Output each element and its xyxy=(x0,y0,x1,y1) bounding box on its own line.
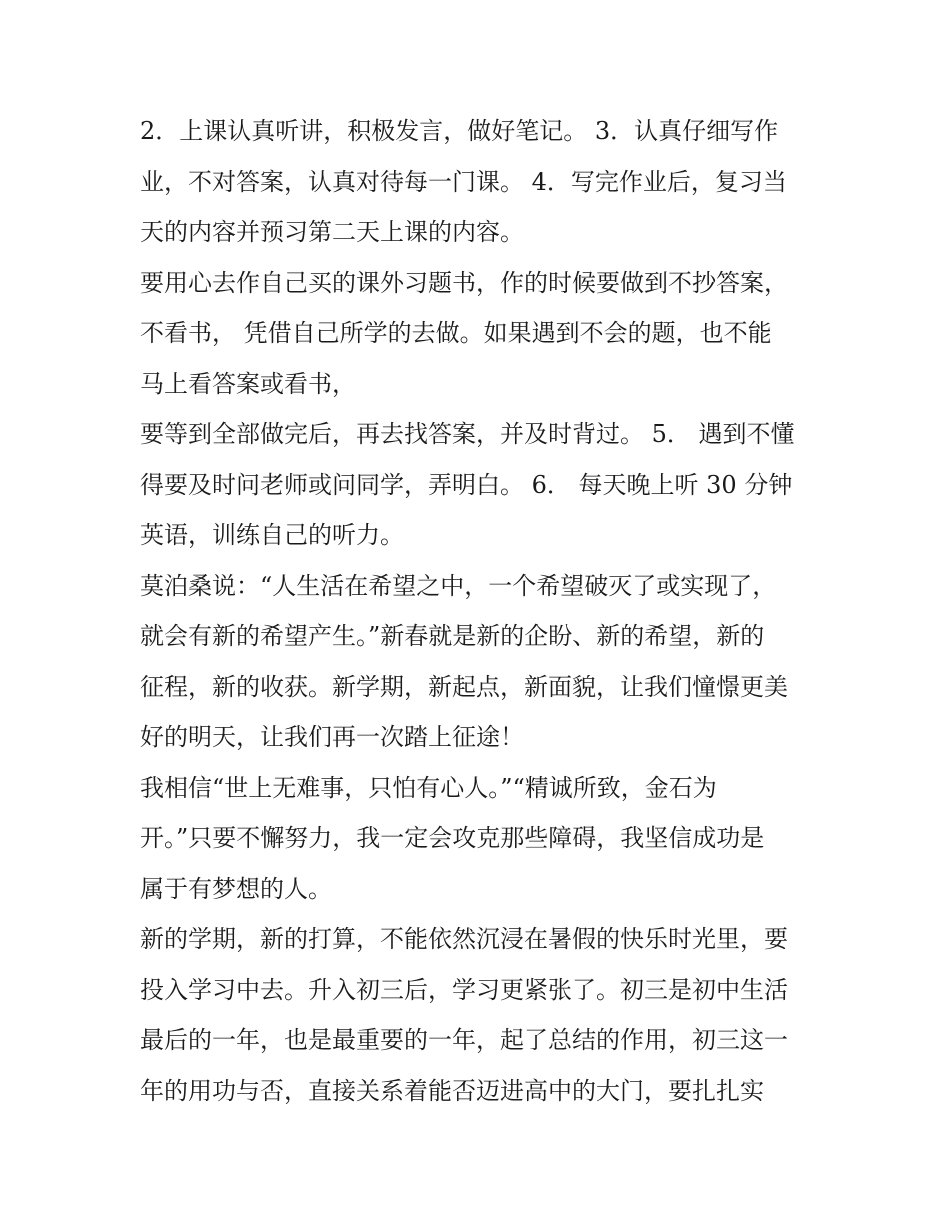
text-line: 得要及时问老师或问同学，弄明白。 6． 每天晚上听 30 分钟 xyxy=(140,470,793,499)
text-line: 业，不对答案，认真对待每一门课。 4．写完作业后，复习当 xyxy=(140,167,787,196)
text-line: 2．上课认真听讲，积极发言，做好笔记。 3．认真仔细写作 xyxy=(140,117,779,145)
text-line: 英语，训练自己的听力。 xyxy=(140,521,404,549)
text-line: 年的用功与否，直接关系着能否迈进高中的大门，要扎扎实 xyxy=(140,1076,764,1105)
text-line: 马上看答案或看书， xyxy=(140,369,356,398)
text-line: 投入学习中去。升入初三后，学习更紧张了。初三是初中生活 xyxy=(140,975,788,1004)
text-line: 天的内容并预习第二天上课的内容。 xyxy=(140,218,524,246)
text-line: 就会有新的希望产生。”新春就是新的企盼、新的希望，新的 xyxy=(140,622,765,650)
text-line: 属于有梦想的人。 xyxy=(140,874,332,903)
text-line: 征程，新的收获。新学期，新起点，新面貌，让我们憧憬更美 xyxy=(140,672,788,701)
text-line: 不看书， 凭借自己所学的去做。如果遇到不会的题，也不能 xyxy=(140,319,772,347)
text-line: 好的明天，让我们再一次踏上征途！ xyxy=(140,723,524,751)
text-line: 新的学期，新的打算，不能依然沉浸在暑假的快乐时光里，要 xyxy=(140,925,788,953)
document-body xyxy=(140,106,820,1116)
text-line: 莫泊桑说：“人生活在希望之中，一个希望破灭了或实现了， xyxy=(140,571,777,600)
text-line: 我相信“世上无难事，只怕有心人。”“精诚所致，金石为 xyxy=(140,773,717,802)
text-line: 开。”只要不懈努力，我一定会攻克那些障碍，我坚信成功是 xyxy=(140,824,765,852)
text-line: 最后的一年，也是最重要的一年，起了总结的作用，初三这一 xyxy=(140,1026,788,1054)
text-line: 要等到全部做完后，再去找答案，并及时背过。 5． 遇到不懂 xyxy=(140,420,795,448)
text-line: 要用心去作自己买的课外习题书，作的时候要做到不抄答案， xyxy=(140,268,788,297)
